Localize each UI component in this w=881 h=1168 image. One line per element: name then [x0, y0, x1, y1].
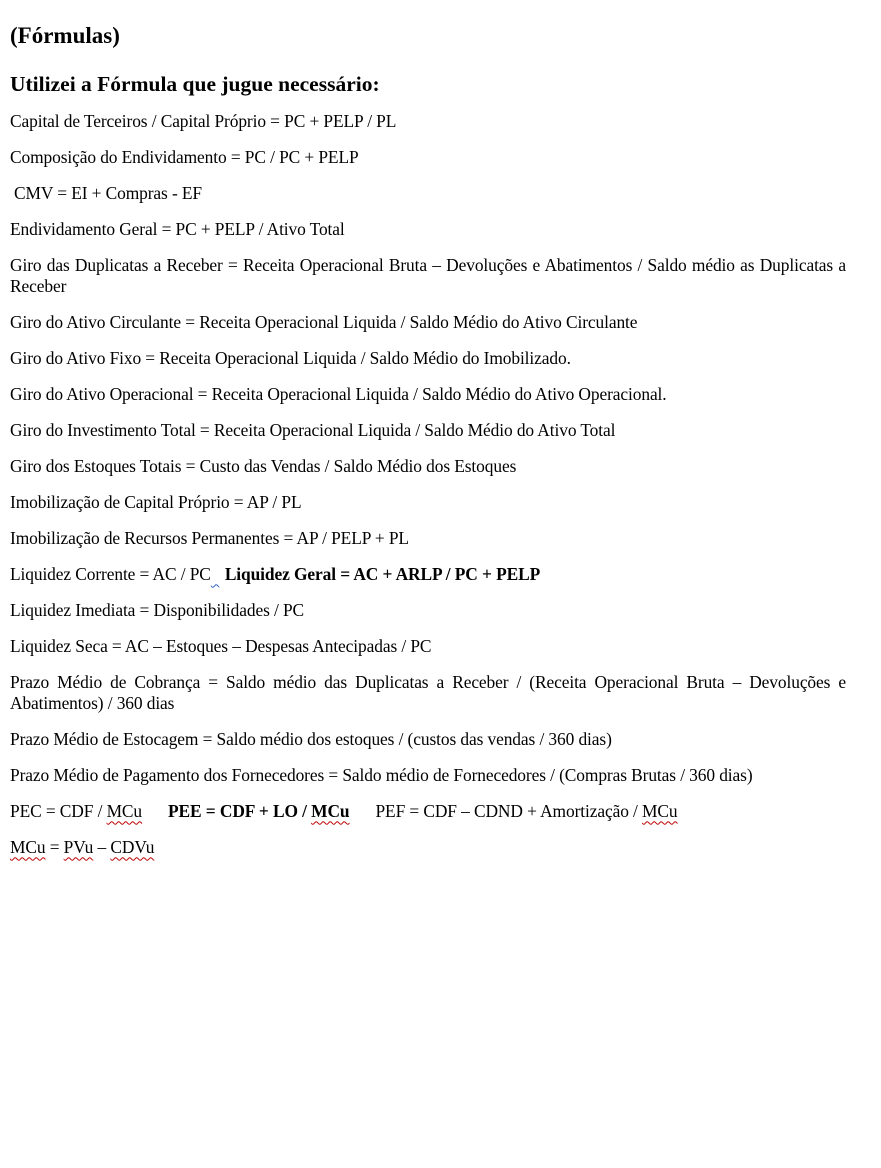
formula-pef-prefix: PEF = CDF – CDND + Amortização /: [375, 801, 643, 822]
formula-liquidez-row: [10, 564, 841, 585]
formula-endividamento-geral: Endividamento Geral = PC + PELP / Ativo Total: [10, 219, 345, 240]
formula-pee-mcu: MCu: [311, 801, 350, 822]
spacing-squiggle: [211, 564, 225, 585]
document-title: (Fórmulas): [10, 23, 120, 48]
formula-cmv: CMV = EI + Compras - EF: [14, 183, 203, 204]
formula-giro-estoques: Giro dos Estoques Totais = Custo das Vendas / Saldo Médio dos Estoques: [10, 456, 517, 477]
formula-pee-prefix: PEE = CDF + LO /: [168, 801, 312, 822]
formula-liquidez-imediata: Liquidez Imediata = Disponibilidades / PC: [10, 600, 305, 621]
formula-mcu: [10, 837, 841, 858]
formula-prazo-estocagem: Prazo Médio de Estocagem = Saldo médio dos estoques / (custos das vendas / 360 dias): [10, 729, 612, 750]
document-subtitle: Utilizei a Fórmula que jugue necessário:: [10, 71, 380, 96]
formula-composicao-endividamento: Composição do Endividamento = PC / PC + PELP: [10, 147, 359, 168]
formula-pec-prefix: PEC = CDF /: [10, 801, 107, 822]
formula-capital-terceiros: Capital de Terceiros / Capital Próprio = PC + PELP / PL: [10, 111, 397, 132]
formula-pec: [10, 801, 142, 821]
formula-giro-ativo-fixo: Giro do Ativo Fixo = Receita Operacional Liquida / Saldo Médio do Imobilizado.: [10, 348, 571, 369]
formula-prazo-cobranca: Prazo Médio de Cobrança = Saldo médio das Duplicatas a Receber / (Receita Operacional Bruta – Devoluções e Abatimentos) / 360 dias: [10, 672, 846, 714]
formula-liquidez-geral: Liquidez Geral = AC + ARLP / PC + PELP: [224, 564, 541, 585]
formula-liquidez-corrente: Liquidez Corrente = AC / PC: [10, 564, 211, 585]
formula-mcu-minus: –: [93, 837, 111, 858]
formula-giro-ativo-operacional: Giro do Ativo Operacional = Receita Operacional Liquida / Saldo Médio do Ativo Operacional.: [10, 384, 667, 405]
formula-mcu-pvu: PVu: [63, 837, 94, 858]
formula-mcu-eq: =: [45, 837, 64, 858]
formula-pef-mcu: MCu: [642, 801, 678, 822]
formula-prazo-pagamento: Prazo Médio de Pagamento dos Fornecedores = Saldo médio de Fornecedores / (Compras Brutas / 360 dias): [10, 765, 753, 786]
formula-pef: [375, 801, 677, 821]
formula-ponto-equilibrio-row: [10, 801, 841, 822]
formula-pee: [168, 801, 349, 821]
formula-mcu-term: MCu: [10, 837, 46, 858]
formula-imobilizacao-recursos: Imobilização de Recursos Permanentes = AP / PELP + PL: [10, 528, 409, 549]
formula-giro-ativo-circulante: Giro do Ativo Circulante = Receita Operacional Liquida / Saldo Médio do Ativo Circulante: [10, 312, 638, 333]
formula-pec-mcu: MCu: [106, 801, 143, 822]
formula-imobilizacao-capital: Imobilização de Capital Próprio = AP / PL: [10, 492, 302, 513]
formula-giro-duplicatas: Giro das Duplicatas a Receber = Receita Operacional Bruta – Devoluções e Abatimentos / Saldo médio as Duplicatas a Receber: [10, 255, 846, 297]
formula-mcu-cdvu: CDVu: [110, 837, 155, 858]
formula-liquidez-seca: Liquidez Seca = AC – Estoques – Despesas Antecipadas / PC: [10, 636, 432, 657]
formula-giro-investimento-total: Giro do Investimento Total = Receita Operacional Liquida / Saldo Médio do Ativo Total: [10, 420, 616, 441]
